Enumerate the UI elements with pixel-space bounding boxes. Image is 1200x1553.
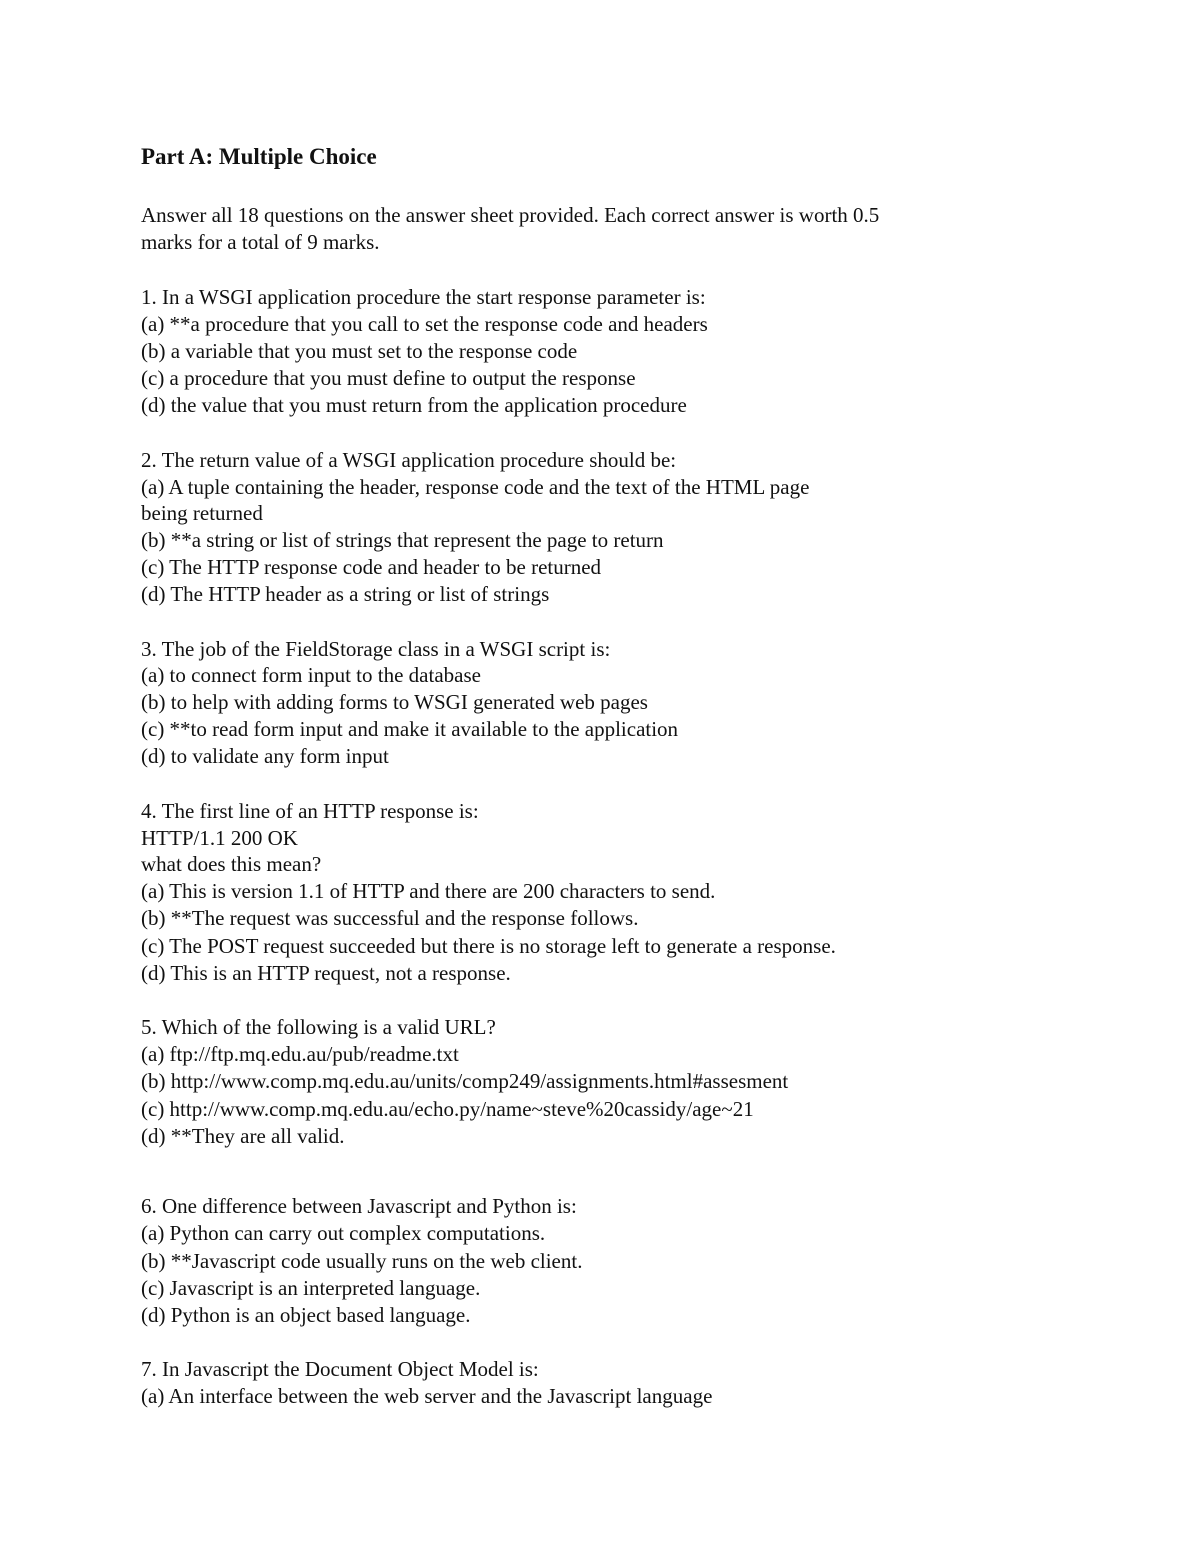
- question-1-option-b: (b) a variable that you must set to the response code: [141, 339, 578, 363]
- question-2-option-a: (a) A tuple containing the header, response code and the text of the HTML page: [141, 475, 810, 499]
- question-6-option-d: (d) Python is an object based language.: [141, 1303, 471, 1327]
- question-2-option-c: (c) The HTTP response code and header to be returned: [141, 555, 602, 579]
- question-4-response-line: HTTP/1.1 200 OK: [141, 826, 298, 850]
- question-2-option-d: (d) The HTTP header as a string or list of strings: [141, 582, 550, 606]
- question-2-stem: 2. The return value of a WSGI application procedure should be:: [141, 448, 677, 472]
- question-1-stem: 1. In a WSGI application procedure the start response parameter is:: [141, 285, 706, 309]
- question-6-option-b: (b) **Javascript code usually runs on the web client.: [141, 1249, 583, 1273]
- question-4-option-b: (b) **The request was successful and the response follows.: [141, 906, 639, 930]
- page-title: Part A: Multiple Choice: [141, 144, 377, 169]
- question-6-stem: 6. One difference between Javascript and Python is:: [141, 1194, 577, 1218]
- question-5-option-d: (d) **They are all valid.: [141, 1124, 345, 1148]
- question-1-option-c: (c) a procedure that you must define to output the response: [141, 366, 636, 390]
- question-3-option-c: (c) **to read form input and make it available to the application: [141, 717, 679, 741]
- question-6-option-a: (a) Python can carry out complex computations.: [141, 1221, 546, 1245]
- question-1-option-a: (a) **a procedure that you call to set the response code and headers: [141, 312, 708, 336]
- question-5-option-c: (c) http://www.comp.mq.edu.au/echo.py/name~steve%20cassidy/age~21: [141, 1097, 754, 1121]
- intro-line: Answer all 18 questions on the answer sheet provided. Each correct answer is worth 0.5: [141, 203, 880, 227]
- question-7-option-a: (a) An interface between the web server and the Javascript language: [141, 1384, 713, 1408]
- question-4-option-c: (c) The POST request succeeded but there is no storage left to generate a response.: [141, 934, 836, 958]
- question-3-option-d: (d) to validate any form input: [141, 744, 389, 768]
- question-4-stem: 4. The first line of an HTTP response is:: [141, 799, 479, 823]
- question-6-option-c: (c) Javascript is an interpreted language.: [141, 1276, 481, 1300]
- question-3-option-b: (b) to help with adding forms to WSGI generated web pages: [141, 690, 648, 714]
- question-4-option-a: (a) This is version 1.1 of HTTP and there are 200 characters to send.: [141, 879, 716, 903]
- question-5-stem: 5. Which of the following is a valid URL?: [141, 1015, 496, 1039]
- question-4-option-d: (d) This is an HTTP request, not a response.: [141, 961, 511, 985]
- question-4-prompt: what does this mean?: [141, 852, 322, 876]
- question-5-option-a: (a) ftp://ftp.mq.edu.au/pub/readme.txt: [141, 1042, 459, 1066]
- question-3-option-a: (a) to connect form input to the database: [141, 663, 481, 687]
- question-5-option-b: (b) http://www.comp.mq.edu.au/units/comp249/assignments.html#assesment: [141, 1069, 789, 1093]
- question-7-stem: 7. In Javascript the Document Object Model is:: [141, 1357, 539, 1381]
- question-2-option-b: (b) **a string or list of strings that represent the page to return: [141, 528, 664, 552]
- question-2-option-a-continued: being returned: [141, 501, 263, 525]
- question-3-stem: 3. The job of the FieldStorage class in a WSGI script is:: [141, 637, 611, 661]
- intro-line: marks for a total of 9 marks.: [141, 230, 380, 254]
- question-1-option-d: (d) the value that you must return from the application procedure: [141, 393, 687, 417]
